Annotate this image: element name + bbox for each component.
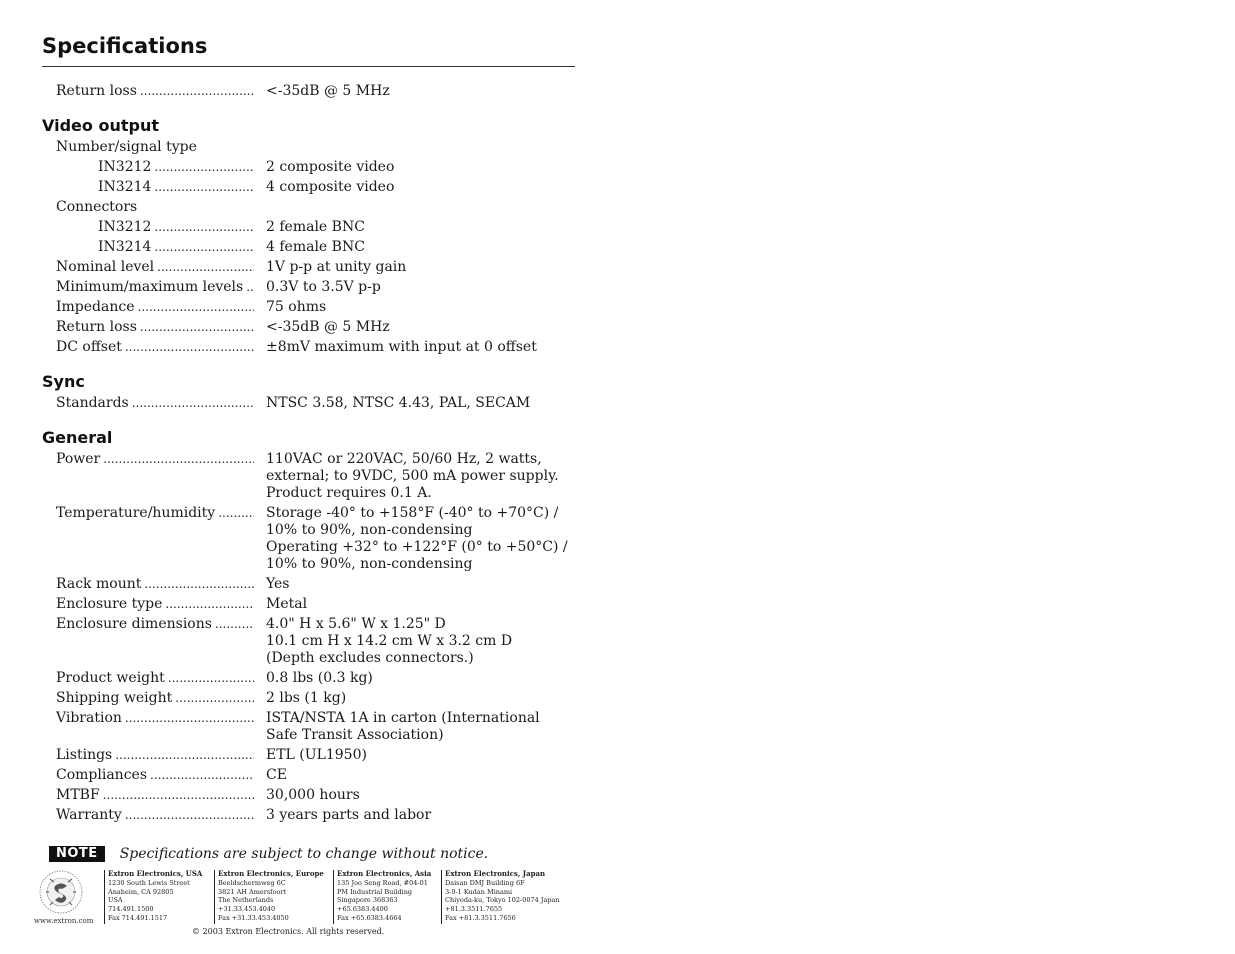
spec-row (42, 259, 582, 276)
spec-label-text: Impedance (56, 299, 135, 315)
spec-row (42, 279, 582, 296)
spec-label (42, 179, 256, 196)
dot-leader (175, 690, 254, 707)
spec-value-line: 10.1 cm H x 14.2 cm W x 3.2 cm D (266, 633, 513, 649)
spec-label (42, 139, 256, 156)
spec-label-text: Listings (56, 747, 113, 763)
spec-label-text: Enclosure type (56, 596, 163, 612)
spec-label (42, 279, 256, 296)
office-line: USA (108, 896, 123, 905)
spec-value-line: <-35dB @ 5 MHz (266, 319, 390, 335)
spec-label-text: MTBF (56, 787, 100, 803)
spec-label (42, 690, 256, 707)
spec-content (42, 80, 582, 827)
spec-value-line: ±8mV maximum with input at 0 offset (266, 339, 537, 355)
extron-logo (34, 869, 94, 925)
spec-label (42, 576, 256, 593)
spec-value (256, 767, 582, 784)
dot-leader (144, 576, 254, 593)
dot-leader (132, 395, 254, 412)
spec-label-text: Warranty (56, 807, 122, 823)
spec-label (42, 159, 256, 176)
spec-label-text: Return loss (56, 83, 137, 99)
spec-value-line: 10% to 90%, non-condensing (266, 556, 473, 572)
office-line: Daisan DMJ Building 6F (445, 878, 525, 887)
spec-value (256, 451, 582, 502)
office-line: Fax +81.3.3511.7656 (445, 913, 516, 922)
spec-row (42, 576, 582, 593)
spec-row (42, 159, 582, 176)
spec-value (256, 690, 582, 707)
dot-leader (103, 787, 254, 804)
dot-leader (115, 747, 254, 764)
spec-label-text: IN3214 (98, 239, 152, 255)
dot-leader (157, 259, 254, 276)
spec-row (42, 505, 582, 573)
spec-value-line: Product requires 0.1 A. (266, 485, 432, 501)
spec-label (42, 319, 256, 336)
dot-leader (138, 299, 254, 316)
spec-value-line: 30,000 hours (266, 787, 360, 803)
office-address (333, 870, 431, 924)
website-url: www.extron.com (34, 917, 94, 925)
title-divider (42, 66, 575, 67)
office-name: Extron Electronics, Europe (218, 869, 324, 878)
spec-row (42, 670, 582, 687)
dot-leader (154, 159, 254, 176)
office-line: Fax +65.6383.4664 (337, 913, 402, 922)
spec-value-line: 10% to 90%, non-condensing (266, 522, 473, 538)
spec-value (256, 807, 582, 824)
office-name: Extron Electronics, Asia (337, 869, 432, 878)
spec-row (42, 299, 582, 316)
spec-value (256, 747, 582, 764)
spec-label (42, 596, 256, 613)
spec-value-line: 4 female BNC (266, 239, 365, 255)
spec-label-text: IN3212 (98, 219, 152, 235)
office-line: Chiyoda-ku, Tokyo 102-0074 Japan (445, 896, 560, 905)
spec-value-line: ISTA/NSTA 1A in carton (International (266, 710, 540, 726)
spec-value-line: Safe Transit Association) (266, 727, 444, 743)
section-heading: Sync (42, 372, 85, 391)
spec-value (256, 787, 582, 804)
spec-value-line: 0.3V to 3.5V p-p (266, 279, 381, 295)
office-line: +81.3.3511.7655 (445, 905, 503, 914)
office-line: 3-9-1 Kudan Minami (445, 887, 513, 896)
spec-row (42, 339, 582, 356)
spec-label-text: IN3214 (98, 179, 152, 195)
spec-value (256, 259, 582, 276)
spec-row (42, 179, 582, 196)
dot-leader (140, 319, 254, 336)
spec-label-text: Connectors (56, 199, 138, 215)
spec-value-line: Metal (266, 596, 308, 612)
spec-label-text: Product weight (56, 670, 165, 686)
spec-value (256, 299, 582, 316)
spec-value (256, 596, 582, 613)
spec-label (42, 747, 256, 764)
spec-value-line: 3 years parts and labor (266, 807, 432, 823)
spec-label (42, 451, 256, 502)
dot-leader (103, 451, 254, 502)
spec-value (256, 83, 582, 100)
spec-label (42, 767, 256, 784)
spec-label (42, 710, 256, 744)
office-address (104, 870, 202, 924)
spec-value-line: external; to 9VDC, 500 mA power supply. (266, 468, 559, 484)
office-line: Singapore 368363 (337, 896, 398, 905)
spec-value-line: 2 female BNC (266, 219, 365, 235)
spec-value-line: Yes (266, 576, 290, 592)
spec-value (256, 670, 582, 687)
spec-label-text: Shipping weight (56, 690, 173, 706)
footer (34, 869, 594, 939)
spec-label-text: Temperature/humidity (56, 505, 216, 521)
spec-value-line: Storage -40° to +158°F (-40° to +70°C) / (266, 505, 559, 521)
spec-value-line: 2 lbs (1 kg) (266, 690, 347, 706)
spec-value-line: 75 ohms (266, 299, 327, 315)
spec-label-text: Vibration (56, 710, 122, 726)
dot-leader (154, 219, 254, 236)
office-line: 1230 South Lewis Street (108, 878, 190, 887)
spec-value (256, 239, 582, 256)
spec-value (256, 279, 582, 296)
spec-value-line: 2 composite video (266, 159, 395, 175)
dot-leader (125, 807, 254, 824)
spec-value (256, 199, 582, 216)
spec-value-line: ETL (UL1950) (266, 747, 367, 763)
spec-row (42, 710, 582, 744)
dot-leader (140, 83, 254, 100)
spec-label-text: Nominal level (56, 259, 155, 275)
spec-row (42, 747, 582, 764)
dot-leader (246, 279, 254, 296)
section-heading: Video output (42, 116, 159, 135)
dot-leader (168, 670, 254, 687)
spec-label-text: Minimum/maximum levels (56, 279, 244, 295)
dot-leader (215, 616, 254, 667)
spec-label (42, 299, 256, 316)
spec-label-text: Rack mount (56, 576, 142, 592)
spec-value-line: 1V p-p at unity gain (266, 259, 407, 275)
spec-value (256, 576, 582, 593)
note-badge: NOTE (49, 846, 105, 862)
spec-value-line: 0.8 lbs (0.3 kg) (266, 670, 373, 686)
spec-label-text: Standards (56, 395, 129, 411)
page-title: Specifications (42, 34, 208, 58)
spec-value-line: <-35dB @ 5 MHz (266, 83, 390, 99)
spec-value (256, 395, 582, 412)
spec-label (42, 807, 256, 824)
spec-row (42, 807, 582, 824)
spec-label (42, 219, 256, 236)
office-line: Anaheim, CA 92805 (108, 887, 174, 896)
office-name: Extron Electronics, USA (108, 869, 203, 878)
dot-leader (165, 596, 254, 613)
spec-value-line: 4 composite video (266, 179, 395, 195)
spec-row (42, 199, 582, 216)
spec-row (42, 767, 582, 784)
spec-value (256, 616, 582, 667)
dot-leader (125, 339, 254, 356)
copyright: © 2003 Extron Electronics. All rights reserved. (192, 927, 385, 936)
office-line: 714.491.1500 (108, 905, 154, 914)
spec-label-text: Power (56, 451, 101, 467)
spec-value (256, 159, 582, 176)
spec-label (42, 239, 256, 256)
spec-value-line: CE (266, 767, 287, 783)
office-line: 135 Joo Seng Road, #04-01 (337, 878, 428, 887)
spec-row (42, 616, 582, 667)
spec-value (256, 219, 582, 236)
spec-value (256, 179, 582, 196)
spec-row (42, 239, 582, 256)
spec-label (42, 395, 256, 412)
spec-value (256, 139, 582, 156)
spec-value (256, 339, 582, 356)
spec-label (42, 259, 256, 276)
office-address (214, 870, 324, 924)
spec-label (42, 83, 256, 100)
spec-label-text: DC offset (56, 339, 122, 355)
spec-value (256, 319, 582, 336)
spec-label-text: Number/signal type (56, 139, 197, 155)
office-line: PM Industrial Building (337, 887, 413, 896)
spec-value-line: 4.0" H x 5.6" W x 1.25" D (266, 616, 446, 632)
spec-label (42, 339, 256, 356)
note-text: Specifications are subject to change without notice. (119, 846, 489, 862)
spec-value (256, 710, 582, 744)
spec-label-text: Enclosure dimensions (56, 616, 212, 632)
spec-row (42, 451, 582, 502)
office-line: Beeldschermweg 6C (218, 878, 286, 887)
office-line: +31.33.453.4040 (218, 905, 276, 914)
dot-leader (154, 179, 254, 196)
spec-value (256, 505, 582, 573)
spec-label-text: Compliances (56, 767, 148, 783)
dot-leader (154, 239, 254, 256)
spec-label-text: Return loss (56, 319, 137, 335)
office-line: Fax 714.491.1517 (108, 913, 168, 922)
spec-row (42, 319, 582, 336)
spec-row (42, 83, 582, 100)
spec-value-line: Operating +32° to +122°F (0° to +50°C) / (266, 539, 568, 555)
section-heading: General (42, 428, 113, 447)
spec-label (42, 199, 256, 216)
spec-label-text: IN3212 (98, 159, 152, 175)
note-box (49, 846, 488, 862)
spec-value-line: NTSC 3.58, NTSC 4.43, PAL, SECAM (266, 395, 531, 411)
spec-label (42, 616, 256, 667)
office-line: The Netherlands (218, 896, 274, 905)
spec-label (42, 670, 256, 687)
spec-row (42, 690, 582, 707)
spec-label (42, 505, 256, 573)
dot-leader (125, 710, 254, 744)
office-address (441, 870, 560, 924)
office-line: 3821 AH Amersfoort (218, 887, 287, 896)
dot-leader (218, 505, 254, 573)
office-line: Fax +31.33.453.4050 (218, 913, 289, 922)
spec-row (42, 596, 582, 613)
spec-row (42, 787, 582, 804)
spec-row (42, 219, 582, 236)
spec-row (42, 395, 582, 412)
office-line: +65.6383.4400 (337, 905, 388, 914)
spec-label (42, 787, 256, 804)
service-logo-icon (38, 869, 84, 915)
spec-value-line: (Depth excludes connectors.) (266, 650, 474, 666)
spec-value-line: 110VAC or 220VAC, 50/60 Hz, 2 watts, (266, 451, 542, 467)
office-name: Extron Electronics, Japan (445, 869, 546, 878)
spec-row (42, 139, 582, 156)
dot-leader (150, 767, 254, 784)
